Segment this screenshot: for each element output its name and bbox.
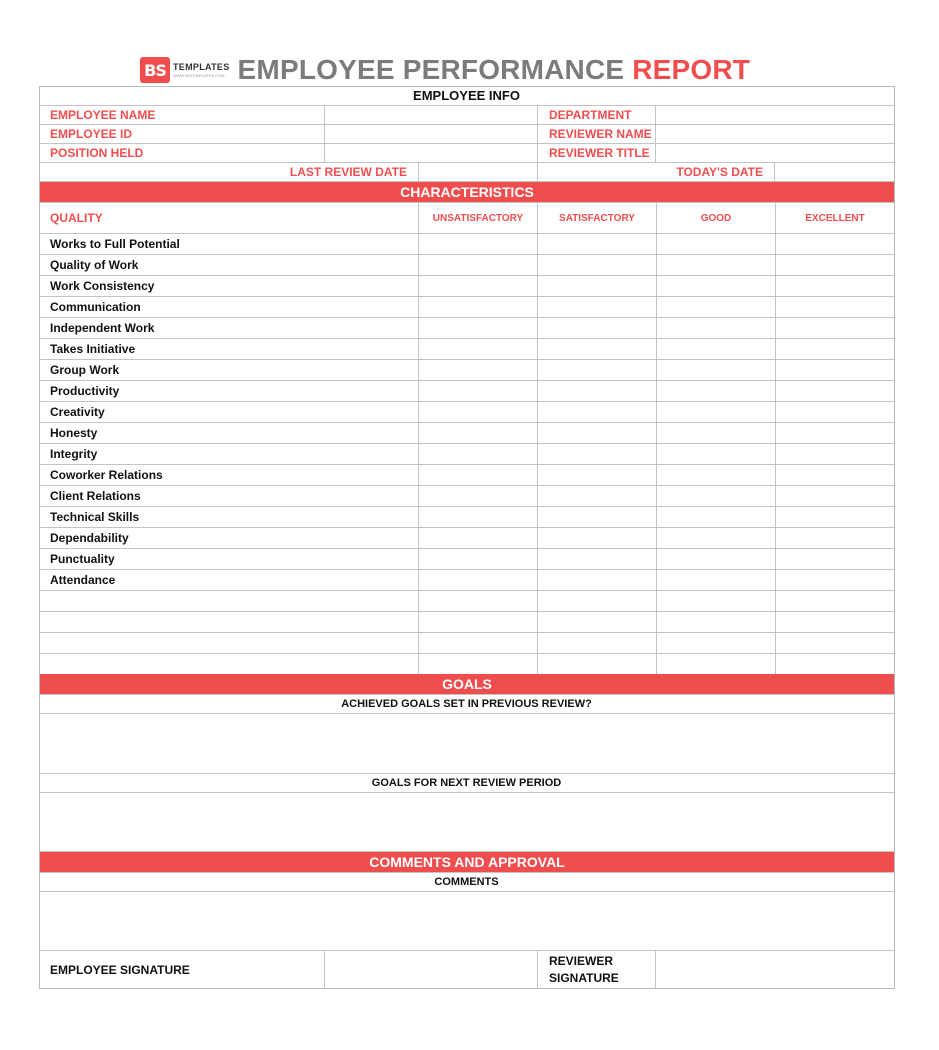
quality-label-blank[interactable] [39,633,419,654]
satisfactory-cell[interactable] [538,423,657,444]
good-cell[interactable] [657,633,776,654]
satisfactory-cell[interactable] [538,297,657,318]
unsatisfactory-cell[interactable] [419,402,538,423]
todays-date-field[interactable] [775,163,895,182]
quality-label: Takes Initiative [39,339,419,360]
quality-label: Productivity [39,381,419,402]
unsatisfactory-cell[interactable] [419,423,538,444]
unsatisfactory-cell[interactable] [419,591,538,612]
excellent-cell[interactable] [776,654,895,675]
satisfactory-cell[interactable] [538,612,657,633]
excellent-cell[interactable] [776,255,895,276]
excellent-header: EXCELLENT [776,203,895,234]
satisfactory-cell[interactable] [538,339,657,360]
quality-label-blank[interactable] [39,654,419,675]
unsatisfactory-cell[interactable] [419,612,538,633]
employee-signature-label: EMPLOYEE SIGNATURE [39,951,325,989]
quality-label: Integrity [39,444,419,465]
excellent-cell[interactable] [776,234,895,255]
good-cell[interactable] [657,339,776,360]
satisfactory-cell[interactable] [538,255,657,276]
employee-name-field[interactable] [325,106,538,125]
employee-id-field[interactable] [325,125,538,144]
excellent-cell[interactable] [776,318,895,339]
good-cell[interactable] [657,318,776,339]
quality-label: Attendance [39,570,419,591]
satisfactory-header: SATISFACTORY [538,203,657,234]
satisfactory-cell[interactable] [538,465,657,486]
page-title [238,54,751,86]
quality-label: Works to Full Potential [39,234,419,255]
good-cell[interactable] [657,255,776,276]
unsatisfactory-cell[interactable] [419,633,538,654]
satisfactory-cell[interactable] [538,360,657,381]
satisfactory-cell[interactable] [538,570,657,591]
unsatisfactory-cell[interactable] [419,276,538,297]
reviewer-signature-line2: SIGNATURE [549,970,619,985]
reviewer-signature-label [538,951,656,989]
unsatisfactory-cell[interactable] [419,297,538,318]
quality-label: Punctuality [39,549,419,570]
satisfactory-cell[interactable] [538,591,657,612]
department-label: DEPARTMENT [538,106,656,125]
unsatisfactory-cell[interactable] [419,444,538,465]
quality-label: Dependability [39,528,419,549]
quality-label: Independent Work [39,318,419,339]
good-cell[interactable] [657,570,776,591]
good-cell[interactable] [657,591,776,612]
unsatisfactory-cell[interactable] [419,465,538,486]
excellent-cell[interactable] [776,612,895,633]
unsatisfactory-cell[interactable] [419,486,538,507]
satisfactory-cell[interactable] [538,528,657,549]
satisfactory-cell[interactable] [538,486,657,507]
department-field[interactable] [656,106,895,125]
excellent-cell[interactable] [776,360,895,381]
employee-name-label: EMPLOYEE NAME [39,106,325,125]
title-accent: REPORT [632,54,751,85]
excellent-cell[interactable] [776,297,895,318]
unsatisfactory-cell[interactable] [419,507,538,528]
excellent-cell[interactable] [776,486,895,507]
good-cell[interactable] [657,465,776,486]
satisfactory-cell[interactable] [538,318,657,339]
good-cell[interactable] [657,276,776,297]
logo-badge: BS [140,57,170,83]
quality-header: QUALITY [39,203,419,234]
reviewer-title-field[interactable] [656,144,895,163]
reviewer-name-field[interactable] [656,125,895,144]
report-header [140,52,750,88]
excellent-cell[interactable] [776,465,895,486]
quality-label: Coworker Relations [39,465,419,486]
characteristics-heading: CHARACTERISTICS [39,182,895,203]
performance-form [39,86,895,989]
reviewer-title-label: REVIEWER TITLE [538,144,656,163]
quality-label: Client Relations [39,486,419,507]
unsatisfactory-cell[interactable] [419,528,538,549]
good-cell[interactable] [657,402,776,423]
comments-approval-heading: COMMENTS AND APPROVAL [39,852,895,873]
bstemplates-logo [140,57,230,83]
excellent-cell[interactable] [776,423,895,444]
position-held-label: POSITION HELD [39,144,325,163]
good-cell[interactable] [657,444,776,465]
next-goals-label: GOALS FOR NEXT REVIEW PERIOD [39,774,895,793]
good-cell[interactable] [657,612,776,633]
unsatisfactory-cell[interactable] [419,318,538,339]
quality-label: Quality of Work [39,255,419,276]
unsatisfactory-cell[interactable] [419,360,538,381]
satisfactory-cell[interactable] [538,654,657,675]
excellent-cell[interactable] [776,339,895,360]
employee-info-heading: EMPLOYEE INFO [39,86,895,106]
quality-label: Communication [39,297,419,318]
excellent-cell[interactable] [776,549,895,570]
title-main: EMPLOYEE PERFORMANCE [237,54,625,85]
logo-wordmark [173,63,230,78]
unsatisfactory-cell[interactable] [419,381,538,402]
unsatisfactory-cell[interactable] [419,234,538,255]
last-review-date-field[interactable] [419,163,538,182]
reviewer-signature-line1: REVIEWER [549,953,614,968]
excellent-cell[interactable] [776,444,895,465]
achieved-goals-label: ACHIEVED GOALS SET IN PREVIOUS REVIEW? [39,695,895,714]
good-cell[interactable] [657,549,776,570]
unsatisfactory-cell[interactable] [419,549,538,570]
good-cell[interactable] [657,528,776,549]
quality-label-blank[interactable] [39,612,419,633]
quality-label: Group Work [39,360,419,381]
good-cell[interactable] [657,486,776,507]
good-cell[interactable] [657,297,776,318]
position-held-field[interactable] [325,144,538,163]
excellent-cell[interactable] [776,507,895,528]
good-header: GOOD [657,203,776,234]
excellent-cell[interactable] [776,591,895,612]
quality-label-blank[interactable] [39,591,419,612]
satisfactory-cell[interactable] [538,507,657,528]
quality-label: Work Consistency [39,276,419,297]
satisfactory-cell[interactable] [538,444,657,465]
excellent-cell[interactable] [776,276,895,297]
unsatisfactory-cell[interactable] [419,570,538,591]
unsatisfactory-header: UNSATISFACTORY [419,203,538,234]
last-review-date-label: LAST REVIEW DATE [39,163,419,182]
unsatisfactory-cell[interactable] [419,654,538,675]
goals-heading: GOALS [39,674,895,695]
satisfactory-cell[interactable] [538,633,657,654]
excellent-cell[interactable] [776,633,895,654]
employee-signature-field[interactable] [325,951,538,989]
achieved-goals-field[interactable] [39,714,895,774]
good-cell[interactable] [657,360,776,381]
good-cell[interactable] [657,507,776,528]
employee-id-label: EMPLOYEE ID [39,125,325,144]
todays-date-label: TODAY'S DATE [538,163,775,182]
reviewer-name-label: REVIEWER NAME [538,125,656,144]
unsatisfactory-cell[interactable] [419,339,538,360]
excellent-cell[interactable] [776,402,895,423]
comments-field[interactable] [39,892,895,951]
quality-label: Honesty [39,423,419,444]
satisfactory-cell[interactable] [538,276,657,297]
excellent-cell[interactable] [776,570,895,591]
excellent-cell[interactable] [776,528,895,549]
good-cell[interactable] [657,423,776,444]
satisfactory-cell[interactable] [538,549,657,570]
good-cell[interactable] [657,654,776,675]
quality-label: Technical Skills [39,507,419,528]
next-goals-field[interactable] [39,793,895,852]
logo-text: TEMPLATES [173,61,230,72]
unsatisfactory-cell[interactable] [419,255,538,276]
satisfactory-cell[interactable] [538,402,657,423]
good-cell[interactable] [657,234,776,255]
satisfactory-cell[interactable] [538,234,657,255]
reviewer-signature-field[interactable] [656,951,895,989]
excellent-cell[interactable] [776,381,895,402]
comments-label: COMMENTS [39,873,895,892]
good-cell[interactable] [657,381,776,402]
satisfactory-cell[interactable] [538,381,657,402]
logo-subtext: WWW.BSTEMPLATES.COM [173,72,225,78]
quality-label: Creativity [39,402,419,423]
